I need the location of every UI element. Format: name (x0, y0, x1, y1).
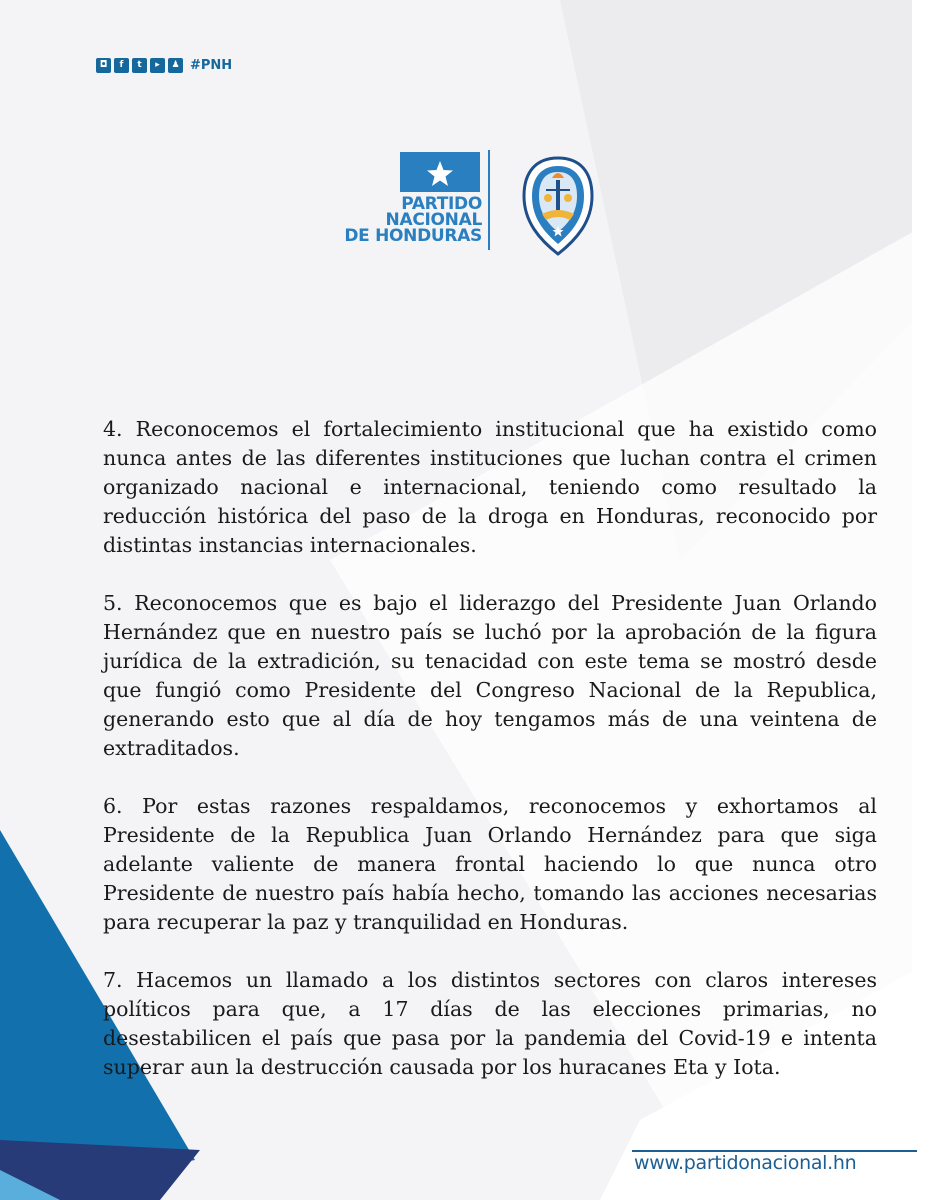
snapchat-icon[interactable]: ♟ (168, 58, 183, 73)
instagram-icon[interactable]: ◘ (96, 58, 111, 73)
hashtag: #PNH (190, 58, 233, 73)
party-name-line-2: NACIONAL (385, 210, 482, 230)
paragraph-5: 5. Reconocemos que es bajo el liderazgo del Presidente Juan Orlando Hernández que en nuestro país se luchó por la aprobación de la figura jurídica de la extradición, su tenacidad con este tema se mostró desde que fungió como Presidente del Congreso Nacional de la Republica, generando esto que al día de hoy tengamos más de una veintena de extraditados. (103, 591, 877, 760)
flag-logo (400, 152, 480, 192)
party-name-line-3: DE HONDURAS (344, 226, 482, 246)
website-link[interactable]: www.partidonacional.hn (634, 1152, 857, 1174)
party-name-line-1: PARTIDO (401, 194, 482, 214)
statement-body (103, 415, 877, 1111)
party-name (322, 196, 482, 244)
party-seal-icon (520, 156, 596, 256)
star-icon (425, 159, 455, 189)
page-edge (912, 0, 934, 1200)
logo-divider (488, 150, 490, 250)
facebook-icon[interactable]: f (114, 58, 129, 73)
paragraph-6: 6. Por estas razones respaldamos, reconocemos y exhortamos al Presidente de la Republica Juan Orlando Hernández para que siga adelante valiente de manera frontal haciendo lo que nunca otro Presidente de nuestro país había hecho, tomando las acciones necesarias para recuperar la paz y tranquilidad en Honduras. (103, 794, 877, 934)
youtube-icon[interactable]: ▸ (150, 58, 165, 73)
social-links (96, 58, 232, 73)
twitter-icon[interactable]: t (132, 58, 147, 73)
paragraph-4: 4. Reconocemos el fortalecimiento institucional que ha existido como nunca antes de las diferentes instituciones que luchan contra el crimen organizado nacional e internacional, teniendo como resultado la reducción histórica del paso de la droga en Honduras, reconocido por distintas instancias internacionales. (103, 417, 877, 557)
paragraph-7: 7. Hacemos un llamado a los distintos sectores con claros intereses políticos para que, a 17 días de las elecciones primarias, no desestabilicen el país que pasa por la pandemia del Covid-19 e intenta superar aun la destrucción causada por los huracanes Eta y Iota. (103, 968, 877, 1079)
